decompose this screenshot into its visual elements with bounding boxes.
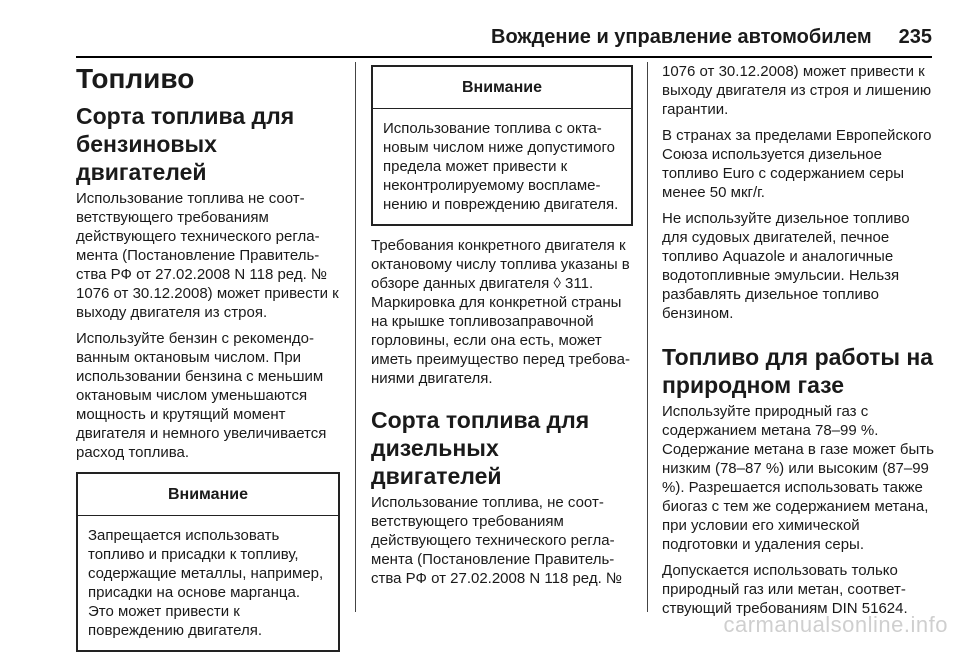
section-title-diesel: Сорта топлива для дизельных двигателей xyxy=(371,407,590,489)
column-divider xyxy=(355,62,356,612)
paragraph: Допускается использовать только природный газ или метан, соответствующий требованиям DIN 51624. xyxy=(662,562,908,617)
column-2 xyxy=(371,62,633,595)
paragraph: Требования конкретного двигателя к октановому числу топлива указаны в обзоре данных двигателя ◊ 311. Маркировка для конкретной страны на крышке топливозаправочной горловины, если она есть, может иметь преимущество перед требованиями двигателя. xyxy=(371,237,630,387)
warning-box xyxy=(371,65,633,226)
paragraph: Используйте природный газ с содержанием метана 78–99 %. Содержание метана в газе может быть низким (78–87 %) или высоким (87–99 %). Разрешается использовать также биогаз с тем же содержанием метана, при условии его химической подготовки и удаления серы. xyxy=(662,403,934,553)
paragraph: Использование топлива не соответствующего требованиям действующего технического регламента (Постановление Правительства РФ от 27.02.2008 N 118 ред. № 1076 от 30.12.2008) может привести к выходу двигателя из строя. xyxy=(76,190,339,321)
chapter-title: Топливо xyxy=(76,63,195,94)
page-header xyxy=(76,22,932,58)
section-title-natural-gas: Топливо для работы на природном газе xyxy=(662,344,934,398)
warning-heading: Внимание xyxy=(373,67,631,109)
paragraph: Используйте бензин с рекомендованным октановым числом. При использовании бензина с меньшим октановым числом уменьшаются мощность и крутящий момент двигателя и немного увеличивается расход топлива. xyxy=(76,330,327,461)
paragraph: В странах за пределами Европейского Союза используется дизельное топливо Euro с содержанием серы менее 50 мкг/г. xyxy=(662,127,932,201)
paragraph: Не используйте дизельное топливо для судовых двигателей, печное топливо Aquazole и аналогичные водотопливные эмульсии. Нельзя разбавлять дизельное топливо бензином. xyxy=(662,210,910,322)
paragraph: 1076 от 30.12.2008) может привести к выходу двигателя из строя и лишению гарантии. xyxy=(662,63,932,118)
warning-text: Запрещается использовать топливо и присадки к топливу, содержащие металлы, например, присадки на основе марганца. Это может привести к повреждению двигателя. xyxy=(88,527,324,639)
warning-text: Использование топлива с октановым числом ниже допустимого предела может привести к неконтролируемому воспламенению и повреждению двигателя. xyxy=(383,120,619,213)
watermark: carmanualsonline.info xyxy=(723,612,948,637)
running-title: Вождение и управление автомобилем xyxy=(491,26,872,48)
paragraph: Использование топлива, не соответствующего требованиям действующего технического регламента (Постановление Правительства РФ от 27.02.2008 N 118 ред. № xyxy=(371,494,622,587)
warning-heading: Внимание xyxy=(78,474,338,516)
column-divider xyxy=(647,62,648,612)
warning-box xyxy=(76,472,340,652)
page-number: 235 xyxy=(898,26,932,48)
section-title-petrol: Сорта топлива для бензиновых двигателей xyxy=(76,103,295,185)
column-1 xyxy=(76,62,340,662)
column-3 xyxy=(662,62,934,625)
